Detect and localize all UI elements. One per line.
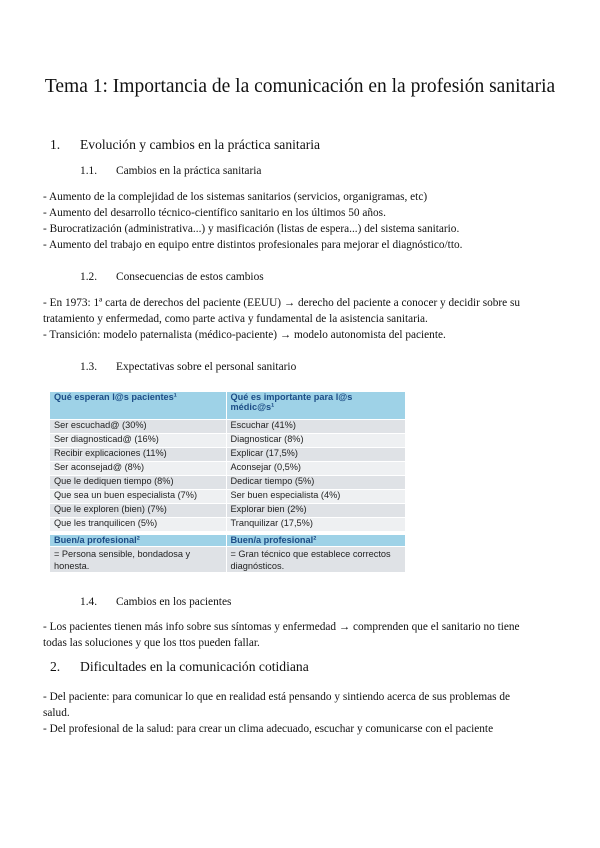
table-row: [50, 434, 406, 448]
text-line: - Burocratización (administrativa...) y masificación (listas de espera...) del sistema sanitario.: [43, 223, 460, 235]
table-row: [50, 462, 406, 476]
table-header-row: [50, 535, 406, 547]
table-header-row: [50, 392, 406, 420]
text-line: - Aumento del desarrollo técnico-científico sanitario en los últimos 50 años.: [43, 207, 386, 219]
paragraph-2: [43, 689, 563, 737]
section-1-title: Evolución y cambios en la práctica sanitaria: [80, 137, 321, 152]
subsection-1-1-number: 1.1.: [80, 165, 98, 177]
table-cell: Aconsejar (0,5%): [226, 462, 405, 476]
table-cell: [50, 547, 227, 573]
table-header-patients: Qué esperan l@s pacientes¹: [50, 392, 227, 420]
table-cell: Ser escuchad@ (30%): [50, 420, 227, 434]
table-cell: Que le exploren (bien) (7%): [50, 504, 227, 518]
good-professional-table: [49, 534, 406, 573]
text-line: - Del profesional de la salud: para crear un clima adecuado, escuchar y comunicarse con el paciente: [43, 723, 494, 735]
expectations-table: [49, 391, 406, 532]
text-line: salud.: [43, 707, 70, 719]
table-row: [50, 448, 406, 462]
table-cell: Tranquilizar (17,5%): [226, 518, 405, 532]
table-row: [50, 547, 406, 573]
table-cell: [226, 547, 406, 573]
table-cell: Ser buen especialista (4%): [226, 490, 405, 504]
text-line: - Aumento de la complejidad de los sistemas sanitarios (servicios, organigramas, etc): [43, 191, 428, 203]
table-row: [50, 420, 406, 434]
table-cell: Ser diagnosticad@ (16%): [50, 434, 227, 448]
header-line: Qué es importante para l@s: [230, 392, 353, 402]
table-cell: Dedicar tiempo (5%): [226, 476, 405, 490]
text-line: todas las soluciones y que los ttos pueden fallar.: [43, 637, 260, 649]
table-cell: Que sea un buen especialista (7%): [50, 490, 227, 504]
section-2-title: Dificultades en la comunicación cotidiana: [80, 659, 309, 674]
text-line: - Transición: modelo paternalista (médico-paciente) → modelo autonomista del paciente.: [43, 329, 446, 341]
text-line: - Del paciente: para comunicar lo que en realidad está pensando y sintiendo acerca de sus problemas de: [43, 691, 511, 703]
subsection-1-2-title: Consecuencias de estos cambios: [116, 271, 264, 283]
table-cell: Diagnosticar (8%): [226, 434, 405, 448]
text-line: - En 1973: 1ª carta de derechos del paciente (EEUU) → derecho del paciente a conocer y decidir sobre su: [43, 297, 521, 309]
text-line: - Aumento del trabajo en equipo entre distintos profesionales para mejorar el diagnóstico/tto.: [43, 239, 463, 251]
subsection-1-4-number: 1.4.: [80, 596, 98, 608]
paragraph-1-4: [43, 619, 563, 651]
subsection-1-4-title: Cambios en los pacientes: [116, 596, 232, 608]
good-professional-header-doctors: Buen/a profesional²: [226, 535, 406, 547]
subsection-1-1-title: Cambios en la práctica sanitaria: [116, 165, 262, 177]
cell-line: = Persona sensible, bondadosa y: [54, 549, 191, 559]
page-title: Tema 1: Importancia de la comunicación en la profesión sanitaria: [44, 76, 556, 97]
paragraph-1-1: [43, 189, 563, 253]
table-cell: Que les tranquilicen (5%): [50, 518, 227, 532]
subsection-1-2-number: 1.2.: [80, 271, 98, 283]
table-cell: Recibir explicaciones (11%): [50, 448, 227, 462]
cell-line: = Gran técnico que establece correctos: [230, 549, 391, 559]
table-row: [50, 476, 406, 490]
text-line: - Los pacientes tienen más info sobre sus síntomas y enfermedad → comprenden que el sanitario no tiene: [43, 621, 520, 633]
table-cell: Escuchar (41%): [226, 420, 405, 434]
cell-line: honesta.: [54, 561, 90, 571]
table-row: [50, 504, 406, 518]
section-1-number: 1.: [50, 137, 61, 152]
table-row: [50, 518, 406, 532]
header-line: médic@s¹: [230, 402, 275, 412]
table-header-doctors: [226, 392, 405, 420]
table-cell: Explorar bien (2%): [226, 504, 405, 518]
text-line: tratamiento y enfermedad, como parte activa y fundamental de la asistencia sanitaria.: [43, 313, 428, 325]
table-cell: Ser aconsejad@ (8%): [50, 462, 227, 476]
table-cell: Explicar (17,5%): [226, 448, 405, 462]
paragraph-1-2: [43, 295, 563, 343]
table-row: [50, 490, 406, 504]
section-2-number: 2.: [50, 659, 61, 674]
cell-line: diagnósticos.: [230, 561, 285, 571]
subsection-1-3-number: 1.3.: [80, 361, 98, 373]
good-professional-header-patients: Buen/a profesional²: [50, 535, 227, 547]
subsection-1-3-title: Expectativas sobre el personal sanitario: [116, 361, 297, 373]
table-cell: Que le dediquen tiempo (8%): [50, 476, 227, 490]
